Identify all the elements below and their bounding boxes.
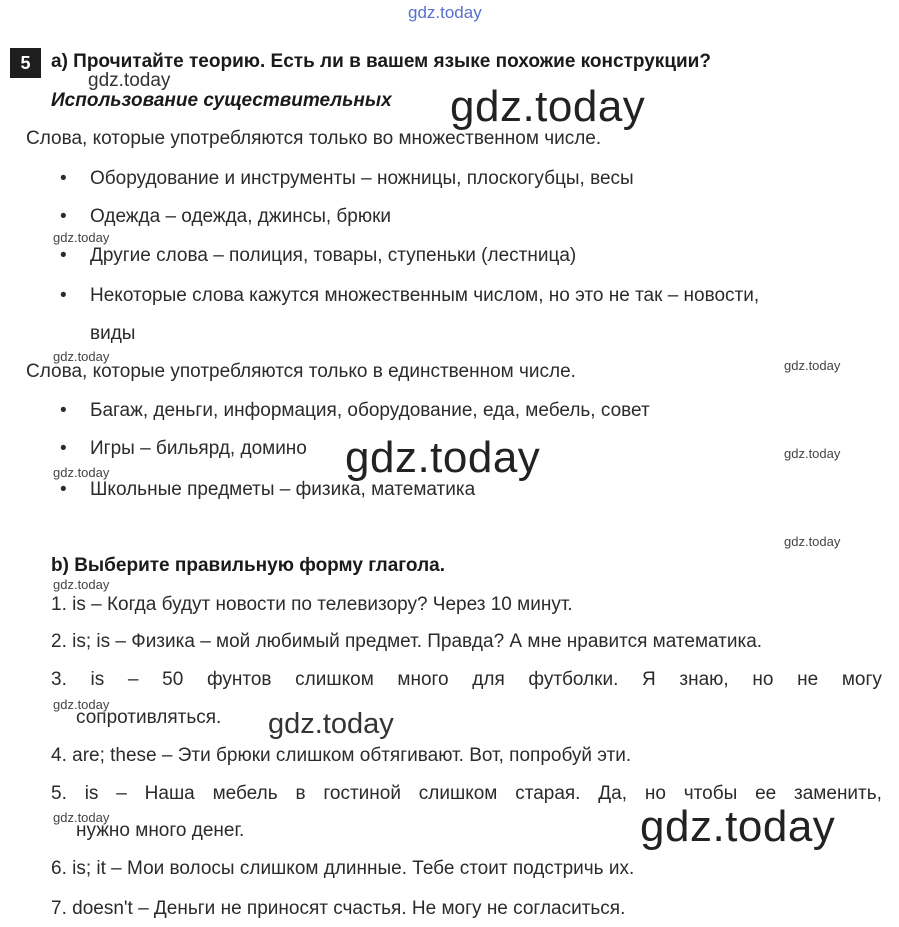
list-item: • Школьные предметы – физика, математика: [60, 479, 476, 500]
word: Наша: [144, 783, 195, 804]
list-item: • Игры – бильярд, домино: [60, 438, 307, 459]
list-item: • Одежда – одежда, джинсы, брюки: [60, 206, 392, 227]
part-b-heading: b) Выберите правильную форму глагола.: [51, 555, 445, 576]
bullet-icon: •: [60, 400, 67, 421]
watermark: gdz.today: [53, 465, 110, 480]
answer-line-justified: [51, 783, 882, 805]
word: ее: [755, 783, 777, 804]
plural-intro: Слова, которые употребляются только во множественном числе.: [26, 128, 602, 149]
watermark: gdz.today: [53, 349, 110, 364]
watermark: gdz.today: [53, 810, 110, 825]
word: Я: [642, 669, 656, 690]
list-item: • Некоторые слова кажутся множественным числом, но это не так – новости,: [60, 285, 760, 306]
bullet-icon: •: [60, 479, 67, 500]
word: в: [295, 783, 306, 804]
watermark-top: gdz.today: [408, 3, 482, 22]
word: знаю,: [679, 669, 729, 690]
answer-line: 1. is – Когда будут новости по телевизору? Через 10 минут.: [51, 594, 573, 615]
word: слишком: [418, 783, 498, 804]
word: но: [644, 783, 666, 804]
watermark: gdz.today: [268, 708, 394, 740]
word: слишком: [295, 669, 374, 690]
watermark: gdz.today: [53, 577, 110, 592]
word: чтобы: [683, 783, 738, 804]
watermark: gdz.today: [345, 433, 541, 482]
word: футболки.: [528, 669, 619, 690]
singular-intro: Слова, которые употребляются только в единственном числе.: [26, 361, 576, 382]
answer-continuation: нужно много денег.: [76, 820, 245, 841]
bullet-icon: •: [60, 438, 67, 459]
word: не: [797, 669, 819, 690]
watermark: gdz.today: [784, 446, 841, 461]
word: Да,: [598, 783, 628, 804]
answer-line: 2. is; is – Физика – мой любимый предмет. Правда? А мне нравится математика.: [51, 631, 763, 652]
watermark: gdz.today: [53, 230, 110, 245]
list-item: • Другие слова – полиция, товары, ступеньки (лестница): [60, 245, 577, 266]
answer-continuation: сопротивляться.: [76, 707, 222, 728]
word: гостиной: [323, 783, 401, 804]
bullet-icon: •: [60, 206, 67, 227]
word: 3.: [51, 669, 67, 690]
bullet-icon: •: [60, 168, 67, 189]
list-item: • Багаж, деньги, информация, оборудование, еда, мебель, совет: [60, 400, 650, 421]
answer-line: 4. are; these – Эти брюки слишком обтягивают. Вот, попробуй эти.: [51, 745, 632, 766]
watermark: gdz.today: [88, 70, 171, 91]
word: 5.: [51, 783, 67, 804]
bullet-icon: •: [60, 245, 67, 266]
answer-line-justified: [51, 669, 882, 691]
watermark: gdz.today: [784, 534, 841, 549]
word: заменить,: [794, 783, 882, 804]
word: мебель: [212, 783, 278, 804]
word: 50: [162, 669, 184, 690]
word: старая.: [515, 783, 581, 804]
answer-line: 6. is; it – Мои волосы слишком длинные. Тебе стоит подстричь их.: [51, 858, 635, 879]
watermark: gdz.today: [450, 82, 646, 131]
task-number-badge: 5: [10, 48, 41, 78]
word: is: [84, 783, 99, 804]
list-item: • Оборудование и инструменты – ножницы, плоскогубцы, весы: [60, 168, 634, 189]
word: много: [397, 669, 449, 690]
part-a-subheading: Использование существительных: [51, 90, 392, 111]
word: –: [127, 669, 139, 690]
bullet-icon: •: [60, 285, 67, 306]
word: фунтов: [206, 669, 272, 690]
word: могу: [841, 669, 882, 690]
watermark: gdz.today: [784, 358, 841, 373]
part-a-heading: a) Прочитайте теорию. Есть ли в вашем языке похожие конструкции?: [51, 51, 711, 72]
watermark: gdz.today: [640, 802, 836, 851]
list-item-continuation: виды: [90, 323, 136, 344]
word: для: [472, 669, 505, 690]
watermark: gdz.today: [53, 697, 110, 712]
word: is: [90, 669, 105, 690]
answer-line: 7. doesn't – Деньги не приносят счастья. Не могу не согласиться.: [51, 898, 626, 919]
word: –: [116, 783, 127, 804]
word: но: [752, 669, 774, 690]
